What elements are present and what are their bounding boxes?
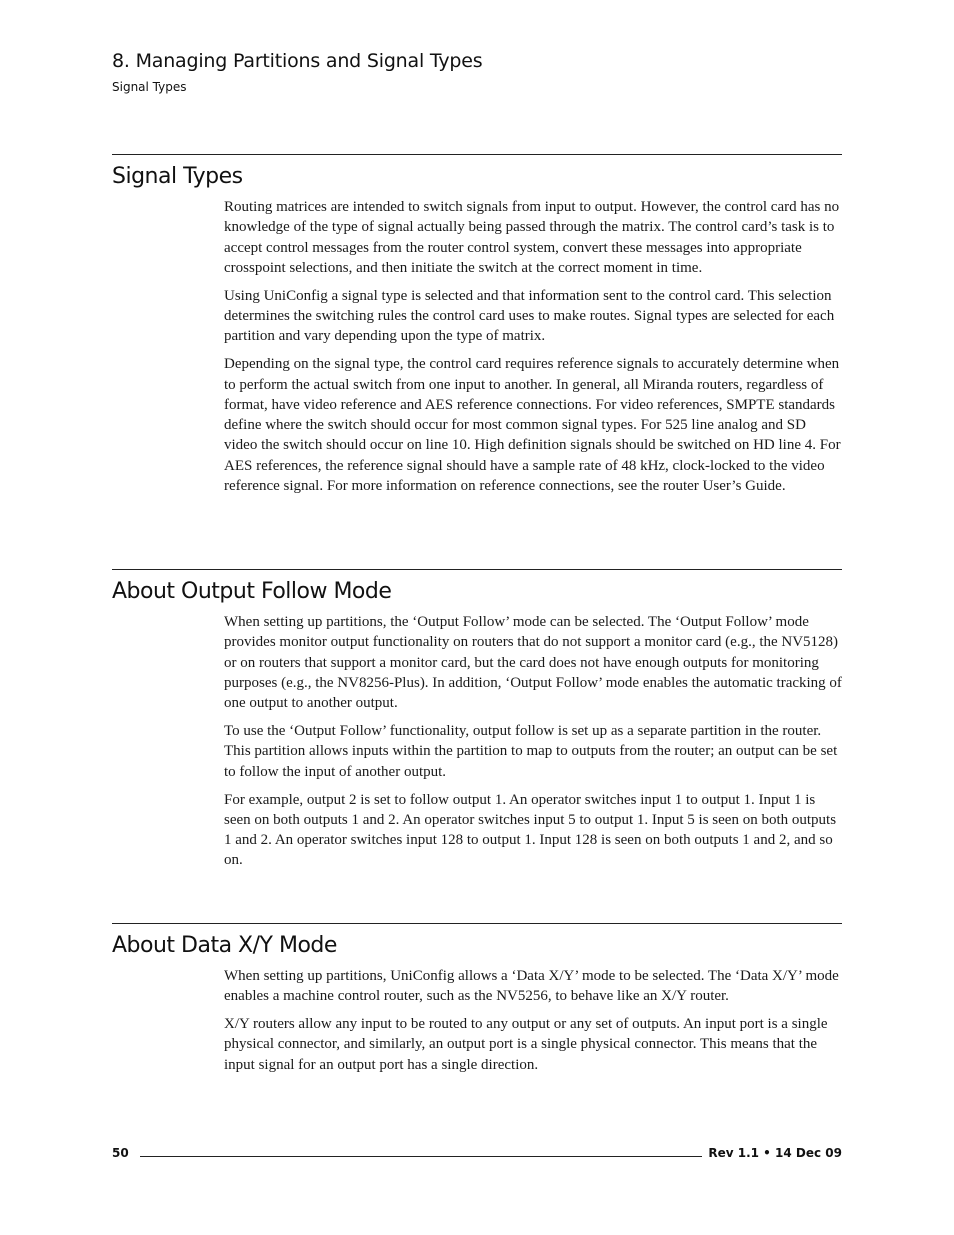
running-subsection: Signal Types [112,80,187,94]
paragraph: Using UniConfig a signal type is selected and that information sent to the control card. This selection determines the switching rules the control card uses to make routes. Signal types are selected for each partition and vary depending upon the type of matrix. [224,287,835,345]
section-body [224,612,842,871]
section-heading: About Output Follow Mode [112,579,392,604]
page-footer [112,1146,842,1164]
page-number: 50 [112,1146,129,1160]
section-output-follow [112,569,842,878]
paragraph: Depending on the signal type, the control card requires reference signals to accurately determine when to perform the actual switch from one input to another. In general, all Miranda routers, regardless of format, have video reference and AES reference connections. For video references, SMPTE standards define where the switch should occur for most common signal types. For 525 line analog and SD video the switch should occur on line 10. High definition signals should be switched on HD line 4. For AES references, the reference signal should have a sample rate of 48 kHz, clock-locked to the video reference signal. For more information on reference connections, see the router User’s Guide. [224,356,841,495]
section-rule [112,923,842,924]
section-rule [112,154,842,155]
chapter-title: 8. Managing Partitions and Signal Types [112,50,483,72]
section-body [224,966,842,1075]
footer-rule [140,1156,702,1157]
paragraph: To use the ‘Output Follow’ functionality, output follow is set up as a separate partition in the router. This partition allows inputs within the partition to map to outputs from the router; an output can be set to follow the input of another output. [224,723,838,780]
section-heading: Signal Types [112,164,243,189]
section-heading: About Data X/Y Mode [112,933,337,958]
paragraph: When setting up partitions, the ‘Output Follow’ mode can be selected. The ‘Output Follow’ mode provides monitor output functionality on routers that do not support a monitor card (e.g., the NV5128) or on routers that support a monitor card, but the card does not have enough outputs for monitoring purposes (e.g., the NV8256-Plus). In addition, ‘Output Follow’ mode enables the automatic tracking of one output to another output. [224,614,842,712]
paragraph: For example, output 2 is set to follow output 1. An operator switches input 1 to output 1. Input 1 is seen on both outputs 1 and 2. An operator switches input 5 to output 1. Input 5 is seen on both outputs 1 and 2. An operator switches input 128 to output 1. Input 128 is seen on both outputs 1 and 2, and so on. [224,791,837,869]
paragraph: X/Y routers allow any input to be routed to any output or any set of outputs. An input port is a single physical connector, and similarly, an output port is a single physical connector. This means that the input signal for an output port has a single direction. [224,1016,828,1073]
revision-label: Rev 1.1 • 14 Dec 09 [708,1146,842,1160]
paragraph: When setting up partitions, UniConfig allows a ‘Data X/Y’ mode to be selected. The ‘Data X/Y’ mode enables a machine control router, such as the NV5256, to behave like an X/Y router. [224,968,839,1005]
section-data-xy [112,923,842,1083]
paragraph: Routing matrices are intended to switch signals from input to output. However, the control card has no knowledge of the type of signal actually being passed through the matrix. The control card’s task is to accept control messages from the router control system, convert these messages into appropriate crosspoint selections, and then initiate the switch at the correct moment in time. [224,199,840,276]
section-body [224,197,842,496]
section-signal-types [112,154,842,504]
section-rule [112,569,842,570]
